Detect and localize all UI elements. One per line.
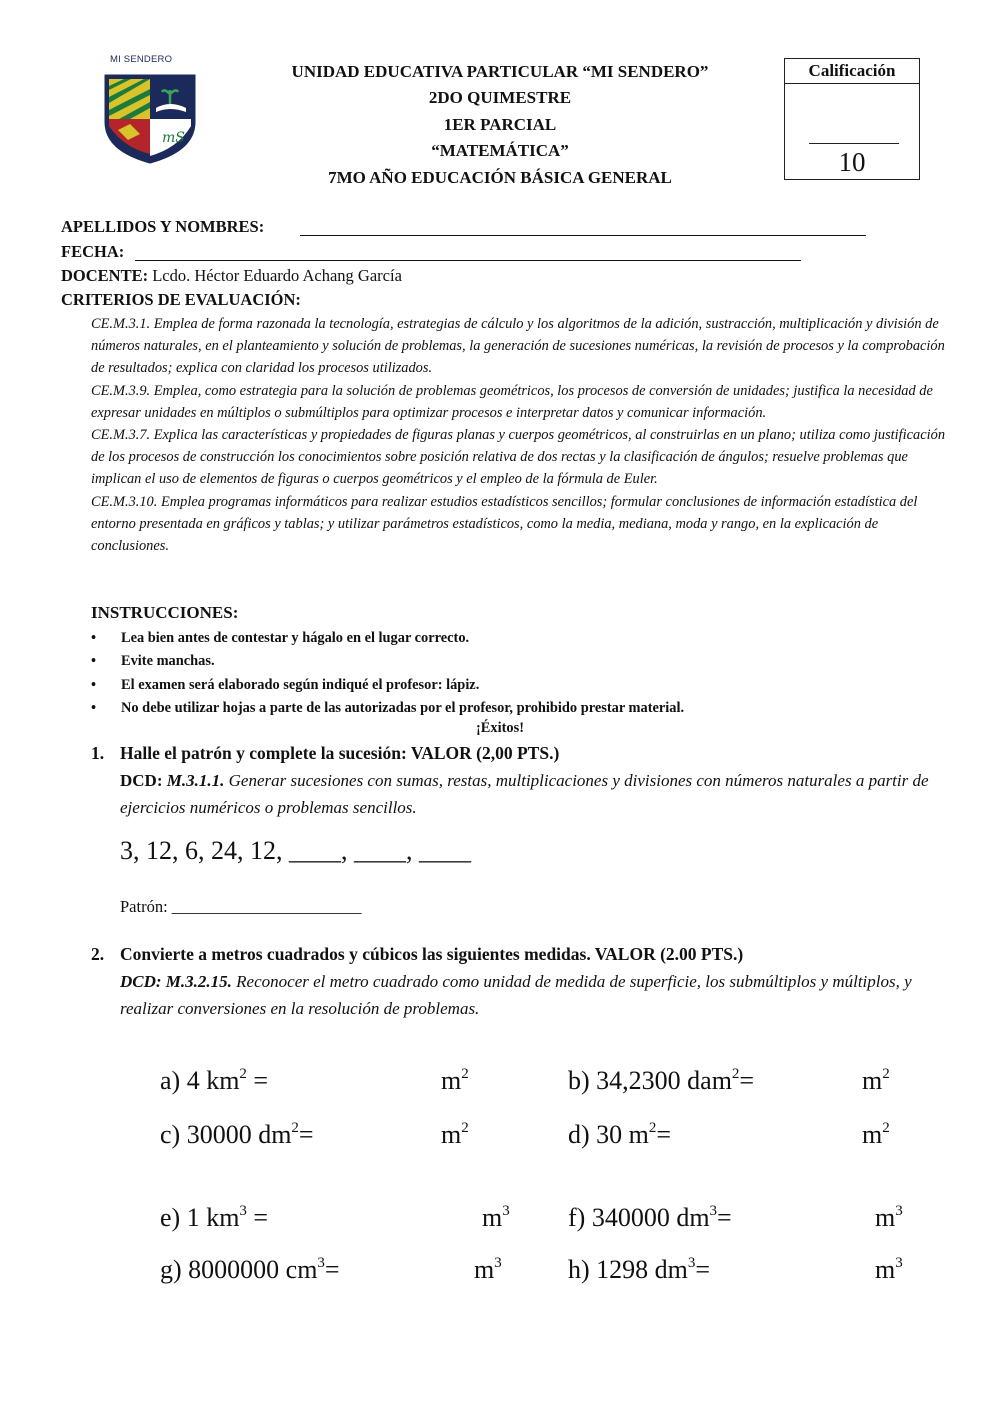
grade-level: 7MO AÑO EDUCACIÓN BÁSICA GENERAL [328,168,672,187]
school-logo [100,54,200,164]
instructions-list [91,627,911,720]
bullet-icon: • [91,676,97,693]
criterion-item: CE.M.3.9. Emplea, como estrategia para la solución de problemas geométricos, los procesos de conversión de unidades; justifica la necesidad de expresar unidades en múltiplos o submúltiplos para optimizar procesos e interpretar datos y comunicar información. [91,382,933,421]
conversion-item-g: g) 8000000 $cm^3=$ [160,1255,340,1284]
instruction-item: • Evite manchas. [91,650,911,673]
q2-number: 2. [91,944,105,964]
teacher-row [61,266,402,286]
criterion-item: CE.M.3.10. Emplea programas informáticos para realizar estudios estadísticos sencillos; formular conclusiones de información estadística del entorno presentada en gráficos y tablas; y utilizar parámetros estadísticos, como la media, mediana, moda y rango, en la explicación de conclusiones. [91,493,918,555]
closing-message: ¡Éxitos! [476,720,524,736]
conversion-item-d: d) 30 $m^2=$ [568,1120,672,1149]
q1-pattern-field[interactable]: Patrón: _______________________ [120,897,362,916]
answer-unit-g[interactable]: $m^3$ [474,1255,502,1284]
bullet-icon: • [91,630,97,646]
answer-unit-e[interactable]: $m^3$ [482,1203,510,1232]
answer-unit-c[interactable]: $m^2$ [441,1120,469,1149]
teacher-value: Lcdo. Héctor Eduardo Achang García [152,266,402,285]
names-label: APELLIDOS Y NOMBRES: [61,217,265,236]
answer-unit-f[interactable]: $m^3$ [875,1203,903,1232]
criterion-item: CE.M.3.7. Explica las características y propiedades de figuras planas y cuerpos geométricos, al construirlas en un plano; utiliza como justificación de los procesos de construcción los conocimientos sobre posición relativa de dos rectas y la clasificación de ángulos; resuelve problemas que implican el uso de elementos de figuras o cuerpos geométricos y el empleo de la fórmula de Euler. [91,427,946,488]
school-name: UNIDAD EDUCATIVA PARTICULAR “MI SENDERO” [291,62,709,81]
instruction-item: • No debe utilizar hojas a parte de las autorizadas por el profesor, prohibido prestar material. [91,697,911,720]
answer-unit-a[interactable]: $m^2$ [441,1066,469,1095]
parcial: 1ER PARCIAL [443,115,557,134]
conversion-item-h: h) 1298 $dm^3=$ [568,1255,711,1284]
criteria-list [91,313,951,557]
q2-dcd: DCD: M.3.2.15. Reconocer el metro cuadrado como unidad de medida de superficie, los submúltiplos y múltiplos, y realizar conversiones en la resolución de problemas. [120,972,912,1018]
teacher-label: DOCENTE: [61,266,149,285]
names-field[interactable] [300,235,866,236]
conversion-item-f: f) 340000 $dm^3=$ [568,1203,732,1232]
logo-text: MI SENDERO [110,54,173,65]
criterion-item: CE.M.3.1. Emplea de forma razonada la tecnología, estrategias de cálculo y los algoritmos de la adición, sustracción, multiplicación y división de números naturales, en el planteamiento y solución de problemas, la generación de sucesiones numéricas, la revisión de procesos y la comprobación de resultados; explica con claridad los procesos utilizados. [91,316,945,377]
instruction-item: • El examen será elaborado según indiqué el profesor: lápiz. [91,674,911,697]
answer-unit-h[interactable]: $m^3$ [875,1255,903,1284]
grade-box [784,58,920,180]
grade-score-line[interactable] [809,143,899,144]
svg-text:mS: mS [162,130,185,146]
q1-title: Halle el patrón y complete la sucesión: VALOR (2,00 PTS.) [120,743,560,763]
bullet-icon: • [91,653,97,670]
grade-max: 10 [838,147,866,177]
date-label: FECHA: [61,242,125,261]
q2-title: Convierte a metros cuadrados y cúbicos las siguientes medidas. VALOR (2.00 PTS.) [120,944,744,964]
q1-number: 1. [91,743,105,763]
conversion-item-c: c) 30000 $dm^2=$ [160,1120,314,1149]
q1-dcd: DCD: M.3.1.1. Generar sucesiones con sumas, restas, multiplicaciones y divisiones con números naturales a partir de ejercicios numéricos o problemas sencillos. [120,771,929,817]
bullet-icon: • [91,699,97,716]
instruction-item: • Lea bien antes de contestar y hágalo en el lugar correcto. [91,627,911,650]
school-crest-icon [100,64,200,164]
quimestre: 2DO QUIMESTRE [428,88,572,107]
criteria-label: CRITERIOS DE EVALUACIÓN: [61,290,301,309]
grade-box-title: Calificación [785,59,919,84]
conversion-item-a: a) 4 $km^2$ = [160,1066,269,1095]
instructions-title: INSTRUCCIONES: [91,603,239,622]
conversion-item-b: b) 34,2300 dam$^2$= [568,1066,755,1095]
answer-unit-d[interactable]: $m^2$ [862,1120,890,1149]
subject: “MATEMÁTICA” [431,141,569,160]
answer-unit-b[interactable]: $m^2$ [862,1066,890,1095]
date-field[interactable] [135,260,801,261]
conversion-item-e: e) 1 $km^3$ = [160,1203,269,1232]
q1-sequence[interactable]: 3, 12, 6, 24, 12, ____, ____, ____ [120,836,471,865]
